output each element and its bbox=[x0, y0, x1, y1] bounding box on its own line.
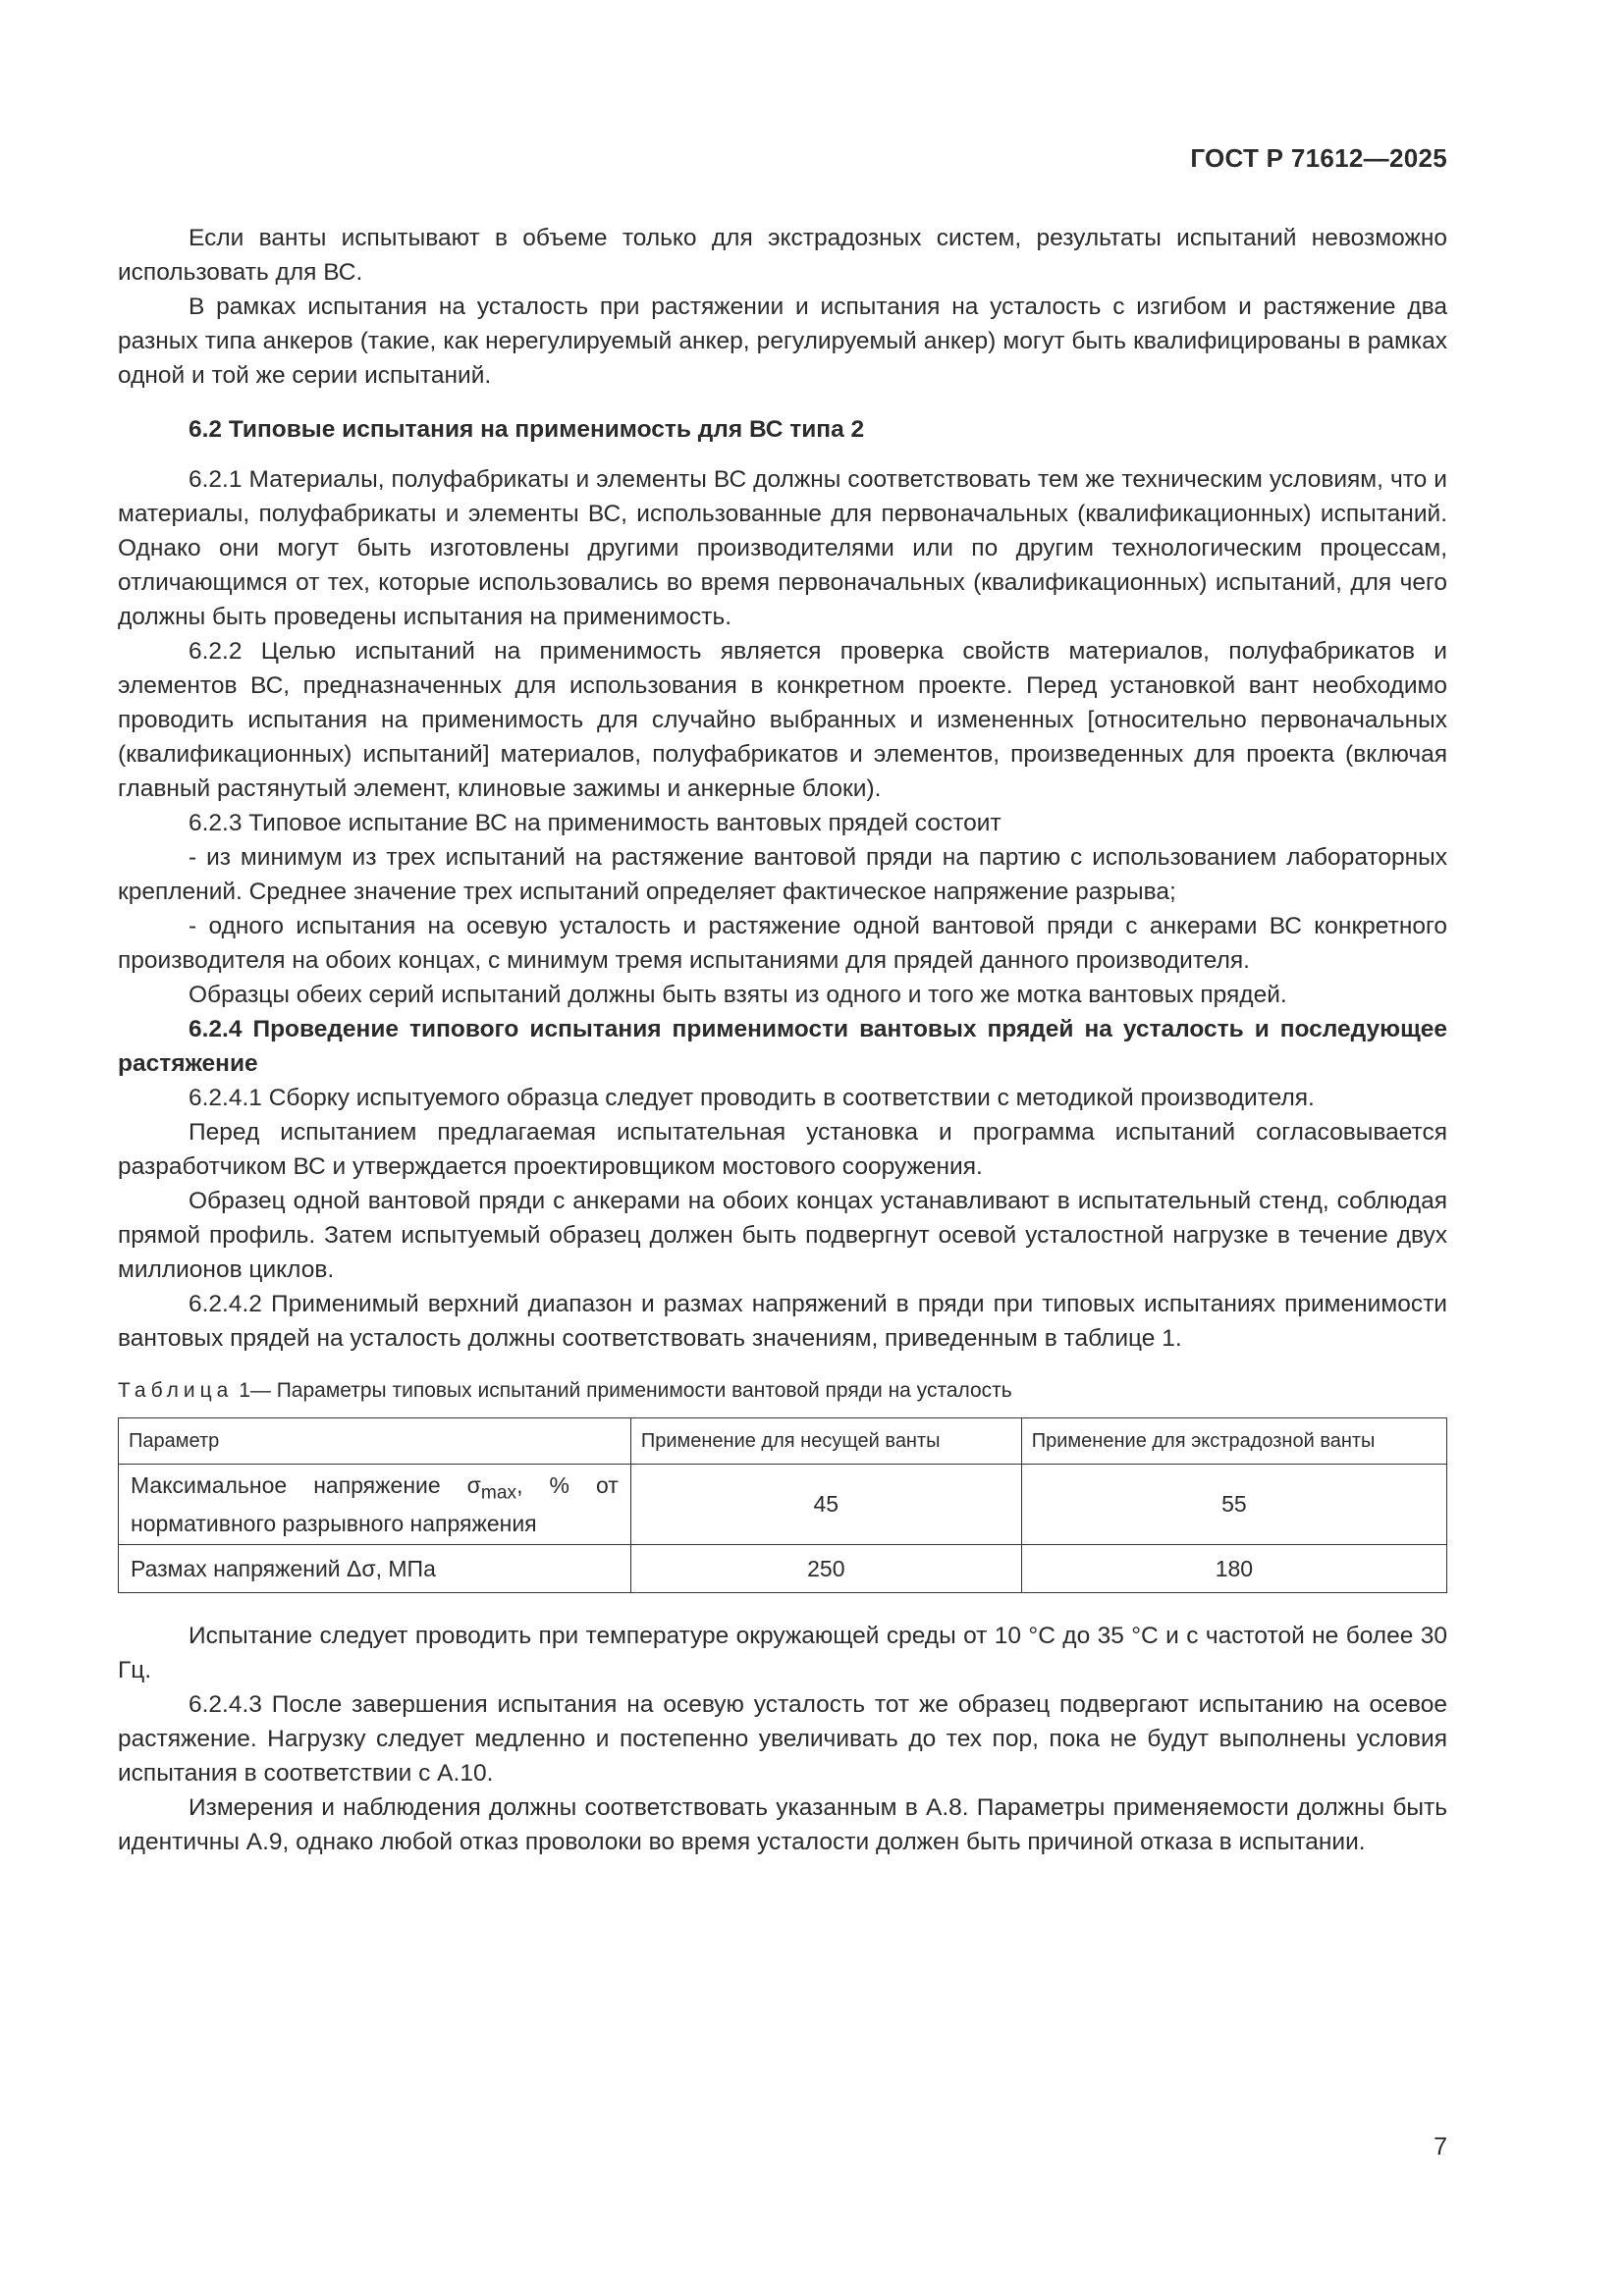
table-caption-label: Таблица bbox=[118, 1379, 234, 1402]
table-cell-value: 180 bbox=[1021, 1544, 1446, 1592]
table-row bbox=[119, 1465, 1447, 1545]
document-body bbox=[118, 221, 1447, 1859]
paragraph-6-2-3: 6.2.3 Типовое испытание ВС на применимость вантовых прядей состоит bbox=[189, 810, 1001, 836]
section-heading-6-2-4: 6.2.4 Проведение типового испытания применимости вантовых прядей на усталость и последующее растяжение bbox=[118, 1016, 1447, 1077]
table-cell-value: 250 bbox=[630, 1544, 1021, 1592]
paragraph-6-2-4-3: 6.2.4.3 После завершения испытания на осевую усталость тот же образец подвергают испытанию на осевое растяжение. Нагрузку следует медленно и постепенно увеличивать до тех пор, пока не будут выполнены условия испытания в соответствии с А.10. bbox=[118, 1690, 1447, 1787]
paragraph-6-2-4-1: 6.2.4.1 Сборку испытуемого образца следует проводить в соответствии с методикой производителя. bbox=[189, 1085, 1315, 1111]
page-number: 7 bbox=[1434, 2133, 1447, 2161]
list-item: - одного испытания на осевую усталость и растяжение одной вантовой пряди с анкерами ВС конкретного производителя на обоих концах, с минимум тремя испытаниями для прядей данного производителя. bbox=[118, 913, 1447, 974]
paragraph-6-2-4-2: 6.2.4.2 Применимый верхний диапазон и размах напряжений в пряди при типовых испытаниях применимости вантовых прядей на усталость должны соответствовать значениям, приведенным в таблице 1. bbox=[118, 1291, 1447, 1352]
table-row bbox=[119, 1544, 1447, 1592]
list-item: - из минимум из трех испытаний на растяжение вантовой пряди на партию с использованием лабораторных креплений. Среднее значение трех испытаний определяет фактическое напряжение разрыва; bbox=[118, 844, 1447, 905]
table-cell-parameter: Размах напряжений Δσ, МПа bbox=[119, 1544, 631, 1592]
table-caption bbox=[118, 1373, 1447, 1408]
column-header: Применение для несущей ванты bbox=[630, 1418, 1021, 1465]
paragraph: Если ванты испытывают в объеме только для экстрадозных систем, результаты испытаний невозможно использовать для ВС. bbox=[118, 225, 1447, 286]
column-header: Применение для экстрадозной ванты bbox=[1021, 1418, 1446, 1465]
paragraph-6-2-2: 6.2.2 Целью испытаний на применимость является проверка свойств материалов, полуфабрикатов и элементов ВС, предназначенных для использования в конкретном проекте. Перед установкой вант необходимо проводить испытания на применимость для случайно выбранных и измененных [относительно первоначальных (квалификационных) испытаний] материалов, полуфабрикатов и элементов, произведенных для проекта (включая главный растянутый элемент, клиновые зажимы и анкерные блоки). bbox=[118, 638, 1447, 802]
section-heading-6-2: 6.2 Типовые испытания на применимость для ВС типа 2 bbox=[189, 416, 865, 443]
column-header: Параметр bbox=[119, 1418, 631, 1465]
document-id: ГОСТ Р 71612—2025 bbox=[1190, 143, 1447, 173]
paragraph: Перед испытанием предлагаемая испытательная установка и программа испытаний согласовывается разработчиком ВС и утверждается проектировщиком мостового сооружения. bbox=[118, 1119, 1447, 1180]
paragraph-6-2-1: 6.2.1 Материалы, полуфабрикаты и элементы ВС должны соответствовать тем же техническим условиям, что и материалы, полуфабрикаты и элементы ВС, использованные для первоначальных (квалификационных) испытаний. Однако они могут быть изготовлены другими производителями или по другим технологическим процессам, отличающимся от тех, которые использовались во время первоначальных (квалификационных) испытаний, для чего должны быть проведены испытания на применимость. bbox=[118, 466, 1447, 630]
paragraph: Испытание следует проводить при температуре окружающей среды от 10 °С до 35 °С и с частотой не более 30 Гц. bbox=[118, 1622, 1447, 1683]
paragraph: В рамках испытания на усталость при растяжении и испытания на усталость с изгибом и растяжение два разных типа анкеров (такие, как нерегулируемый анкер, регулируемый анкер) могут быть квалифицированы в рамках одной и той же серии испытаний. bbox=[118, 294, 1447, 389]
table-caption-text: 1— Параметры типовых испытаний применимости вантовой пряди на усталость bbox=[239, 1379, 1012, 1402]
paragraph: Образцы обеих серий испытаний должны быть взяты из одного и того же мотка вантовых прядей. bbox=[189, 982, 1287, 1008]
table-header-row bbox=[119, 1418, 1447, 1465]
paragraph: Образец одной вантовой пряди с анкерами на обоих концах устанавливают в испытательный стенд, соблюдая прямой профиль. Затем испытуемый образец должен быть подвергнут осевой усталостной нагрузке в течение двух миллионов циклов. bbox=[118, 1188, 1447, 1283]
table-cell-parameter: Максимальное напряжение $\sigma_{max}$, % от нормативного разрывного напряжения bbox=[119, 1465, 631, 1545]
table-cell-value: 45 bbox=[630, 1465, 1021, 1545]
table-cell-value: 55 bbox=[1021, 1465, 1446, 1545]
parameters-table bbox=[118, 1417, 1447, 1593]
paragraph: Измерения и наблюдения должны соответствовать указанным в А.8. Параметры применяемости должны быть идентичны А.9, однако любой отказ проволоки во время усталости должен быть причиной отказа в испытании. bbox=[118, 1793, 1447, 1855]
